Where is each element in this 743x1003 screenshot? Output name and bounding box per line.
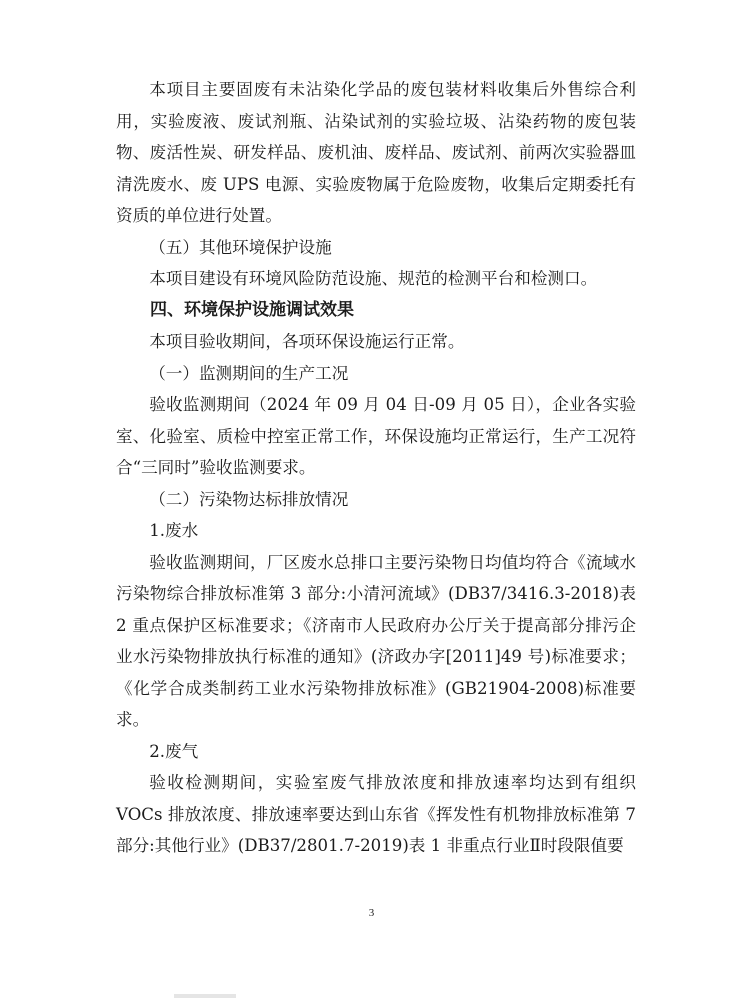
section-heading-commissioning-effect: 四、环境保护设施调试效果 (150, 299, 354, 320)
subheading-pollutant-discharge: （二）污染物达标排放情况 (149, 489, 349, 509)
paragraph-waste-gas-standards: 验收检测期间，实验室废气排放浓度和排放速率均达到有组织 VOCs 排放浓度、排放速率要达到山东省《挥发性有机物排放标准第 7 部分:其他行业》(DB37/2801.7-2019)表 1 非重点行业Ⅱ时段限值要 (116, 773, 636, 855)
paragraph-monitoring-period: 验收监测期间（2024 年 09 月 04 日-09 月 05 日），企业各实验室、化验室、质检中控室正常工作，环保设施均正常运行，生产工况符合“三同时”验收监测要求。 (116, 395, 636, 477)
scan-mark (174, 994, 236, 998)
subheading-other-facilities: （五）其他环境保护设施 (149, 237, 332, 257)
page-number: 3 (368, 907, 375, 919)
paragraph-solid-waste: 本项目主要固废有未沾染化学品的废包装材料收集后外售综合利用，实验废液、废试剂瓶、沾染试剂的实验垃圾、沾染药物的废包装物、废活性炭、研发样品、废机油、废样品、废试剂、前两次实验器皿清洗废水、废 UPS 电源、实验废物属于危险废物，收集后定期委托有资质的单位进行处置。 (116, 80, 636, 225)
paragraph-wastewater-standards: 验收监测期间，厂区废水总排口主要污染物日均值均符合《流域水污染物综合排放标准第 3 部分:小清河流域》(DB37/3416.3-2018)表 2 重点保护区标准要求；《济南市人民政府办公厅关于提高部分排污企业水污染物排放执行标准的通知》(济政办字[2011]49 号)标准要求；《化学合成类制药工业水污染物排放标准》(GB21904-2008)标准要求。 (116, 552, 636, 729)
paragraph-risk-facilities: 本项目建设有环境风险防范设施、规范的检测平台和检测口。 (149, 269, 598, 288)
page-content (116, 74, 636, 862)
subheading-waste-gas: 2.废气 (149, 741, 199, 761)
subheading-wastewater: 1.废水 (149, 521, 199, 540)
subheading-production-conditions: （一）监测期间的生产工况 (149, 363, 349, 383)
paragraph-acceptance-period: 本项目验收期间，各项环保设施运行正常。 (149, 332, 465, 351)
